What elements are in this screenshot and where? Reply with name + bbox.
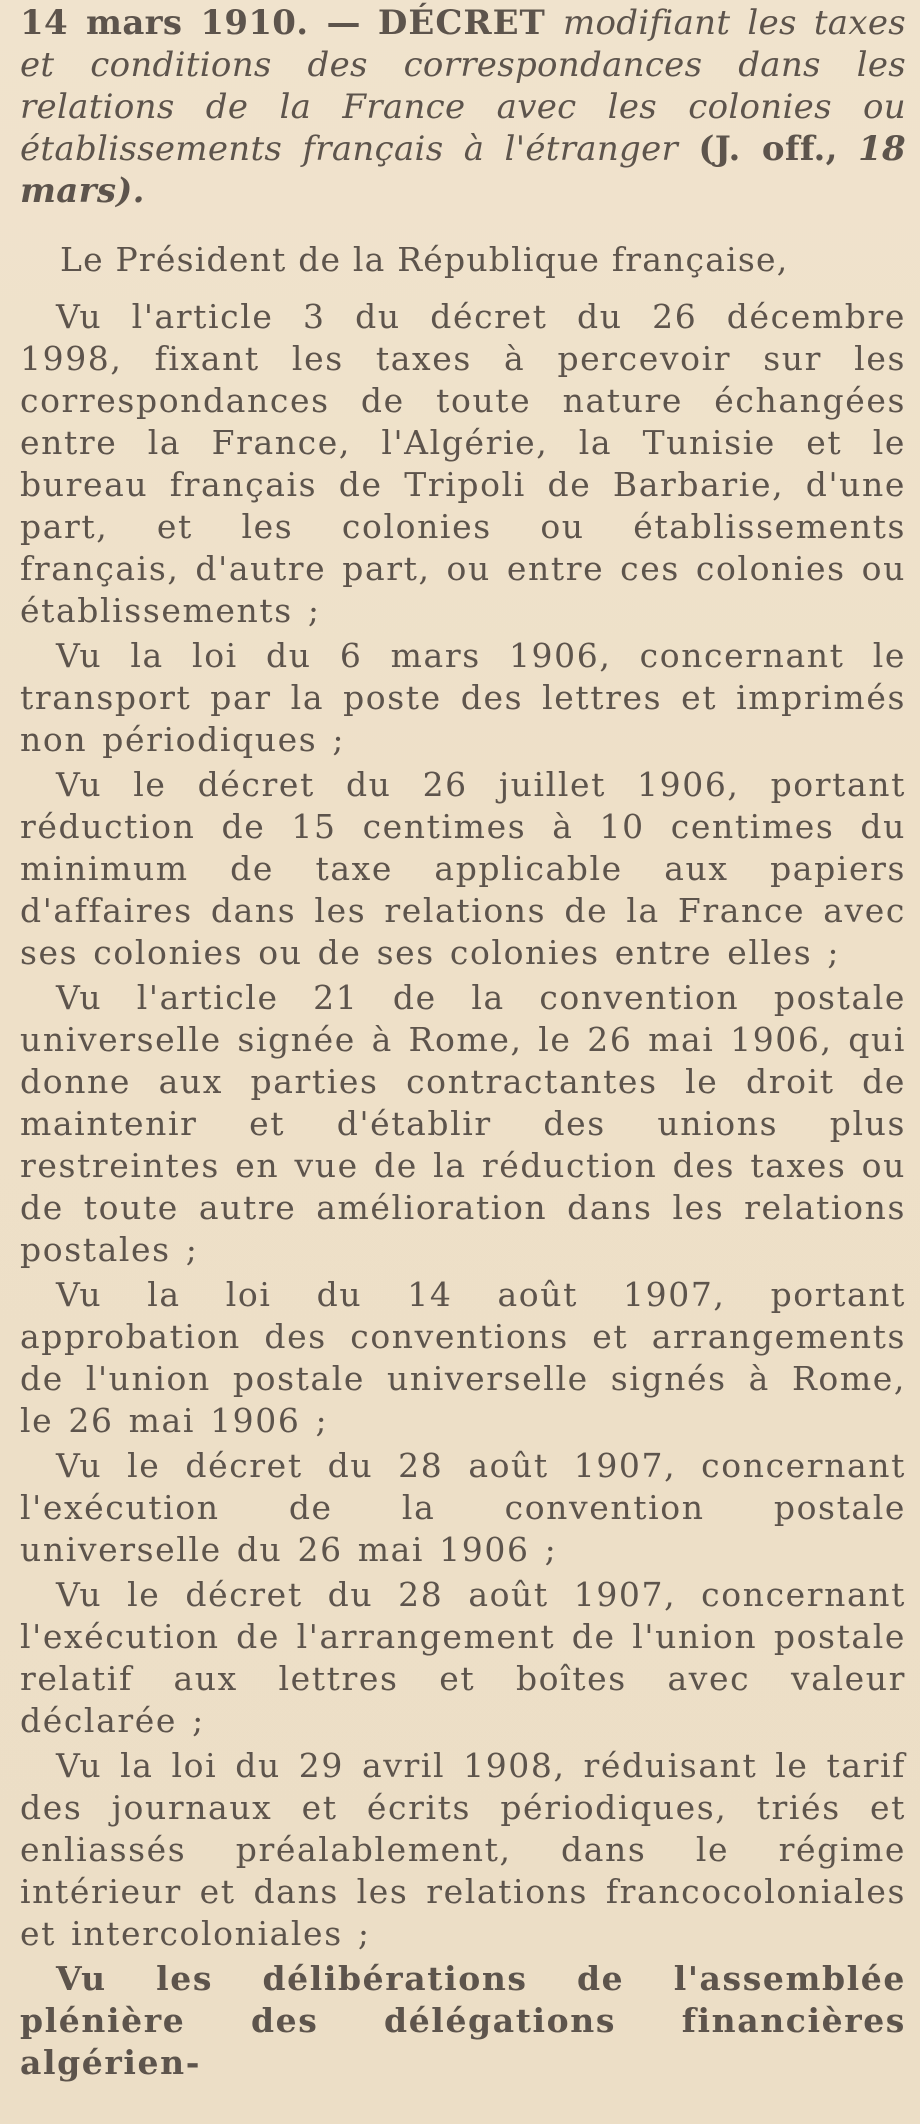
decree-title: modifiant les taxes et conditions des correspondances dans les relations de la France avec les colonies ou établissements français à l'étranger xyxy=(20,3,907,169)
consideration-paragraph: Vu les délibérations de l'assemblée plénière des délégations financières algérien- xyxy=(20,1959,906,2082)
consideration-paragraph: Vu la loi du 14 août 1907, portant approbation des conventions et arrangements de l'union postale universelle signés à Rome, le 26 mai 1906 ; xyxy=(20,1275,906,1440)
consideration-paragraph: Vu l'article 3 du décret du 26 décembre 1998, fixant les taxes à percevoir sur les correspondances de toute nature échangées entre la France, l'Algérie, la Tunisie et le bureau français de Tripoli de Barbarie, d'une part, et les colonies ou établissements français, d'autre part, ou entre ces colonies ou établissements ; xyxy=(20,297,906,630)
consideration-paragraph: Vu la loi du 6 mars 1906, concernant le transport par la poste des lettres et imprimés non périodiques ; xyxy=(20,636,906,759)
consideration-paragraph: Vu le décret du 28 août 1907, concernant l'exécution de la convention postale universelle du 26 mai 1906 ; xyxy=(20,1446,906,1569)
consideration-paragraph: Vu la loi du 29 avril 1908, réduisant le tarif des journaux et écrits périodiques, triés et enliassés préalablement, dans le régime intérieur et dans les relations francocoloniales et intercoloniales ; xyxy=(20,1746,906,1953)
decree-source-date: 18 mars). xyxy=(20,129,907,211)
considerations-list xyxy=(20,296,906,2084)
decree-kind: DÉCRET xyxy=(377,3,546,43)
decree-date: 14 mars 1910. — xyxy=(20,3,361,43)
consideration-paragraph: Vu le décret du 28 août 1907, concernant l'exécution de l'arrangement de l'union postale relatif aux lettres et boîtes avec valeur déclarée ; xyxy=(20,1575,906,1740)
consideration-paragraph: Vu le décret du 26 juillet 1906, portant réduction de 15 centimes à 10 centimes du minimum de taxe applicable aux papiers d'affaires dans les relations de la France avec ses colonies ou de ses colonies entre elles ; xyxy=(20,765,906,972)
president-line: Le Président de la République française, xyxy=(60,240,789,279)
decree-source: (J. off., xyxy=(698,129,838,169)
decree-heading xyxy=(20,0,906,212)
consideration-paragraph: Vu l'article 21 de la convention postale universelle signée à Rome, le 26 mai 1906, qui donne aux parties contractantes le droit de maintenir et d'établir des unions plus restreintes en vue de la réduction des taxes ou de toute autre amélioration dans les relations postales ; xyxy=(20,978,906,1269)
